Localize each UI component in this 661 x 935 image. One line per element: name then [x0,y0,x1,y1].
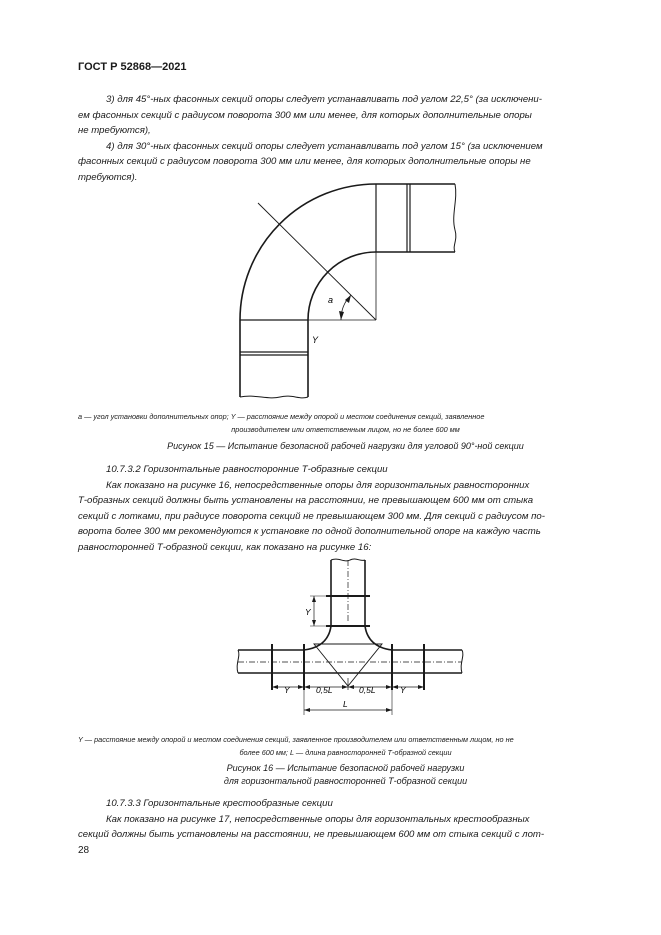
figure-16-caption [78,762,613,788]
angle-label: a [328,295,334,305]
document-header: ГОСТ Р 52868—2021 [78,61,187,73]
left-y-label: Y [284,685,290,695]
section-line: ворота более 300 мм рекомендуются к установке по одной дополнительной опоре на каждую часть [78,526,541,537]
right-half-l-label: 0,5L [359,685,376,695]
section-line: равносторонней Т-образной секции, как показано на рисунке 16: [78,541,372,553]
figure-16-caption-line-1: Рисунок 16 — Испытание безопасной рабочей нагрузки [226,763,465,773]
list-item-3-cont-2: не требуются), [78,125,151,136]
figure-15-note [78,410,613,436]
y-label: Y [312,335,319,345]
section-heading: 10.7.3.2 Горизонтальные равносторонние Т-образные секции [106,464,388,475]
figure-16-note-line-2: более 600 мм; L — длина равносторонней Т-образной секции [239,748,452,757]
list-item-4-cont-2: требуются). [78,171,138,183]
left-half-l-label: 0,5L [316,685,333,695]
figure-15-elbow-drawing [0,0,661,420]
figure-16-tee-drawing [0,550,661,720]
figure-15-caption: Рисунок 15 — Испытание безопасной рабочей нагрузки для угловой 90°-ной секции [167,441,524,451]
section-line: Как показано на рисунке 16, непосредственные опоры для горизонтальных равносторонних [106,479,530,491]
figure-16-note-line-1: Y — расстояние между опорой и местом соединения секций, заявленное производителем или ответственным лицом, но не [78,735,514,744]
right-y-label: Y [400,685,406,695]
section-10-7-3-2 [78,462,613,555]
length-l-label: L [343,699,348,709]
section-line: секций с лотками, при радиусе поворота секций не превышающем 300 мм. Для секций с радиусом по- [78,510,545,522]
figure-15-note-line-2: производителем или ответственным лицом, но не более 600 мм [231,425,460,434]
list-item-4-cont-1: фасонных секций с радиусом поворота 300 мм или менее, для которых дополнительные опоры не [78,156,531,167]
section-line: Т-образных секций должны быть установлены на расстоянии, не превышающем 600 мм от стыка [78,495,534,506]
page-number: 28 [78,845,90,856]
figure-16-caption-line-2: для горизонтальной равносторонней Т-образной секции [223,776,468,786]
figure-15-note-line-1: a — угол установки дополнительных опор; Y — расстояние между опорой и местом соединения секций, заявленное [78,412,485,421]
list-item-4: 4) для 30°-ных фасонных секций опоры следует устанавливать под углом 15° (за исключением [106,140,543,152]
section-line: Как показано на рисунке 17, непосредственные опоры для горизонтальных крестообразных [106,813,530,825]
figure-16-note [78,733,613,759]
section-10-7-3-3 [78,796,613,843]
section-line: секций должны быть установлены на расстоянии, не превышающем 600 мм от стыка секций с лот- [78,829,545,840]
list-item-3: 3) для 45°-ных фасонных секций опоры следует устанавливать под углом 22,5° (за исключени- [106,94,542,105]
list-item-3-cont-1: ем фасонных секций с радиусом поворота 300 мм или менее, для которых дополнительные опоры [78,109,532,121]
section-heading: 10.7.3.3 Горизонтальные крестообразные секции [106,798,333,809]
branch-y-label: Y [305,607,311,617]
